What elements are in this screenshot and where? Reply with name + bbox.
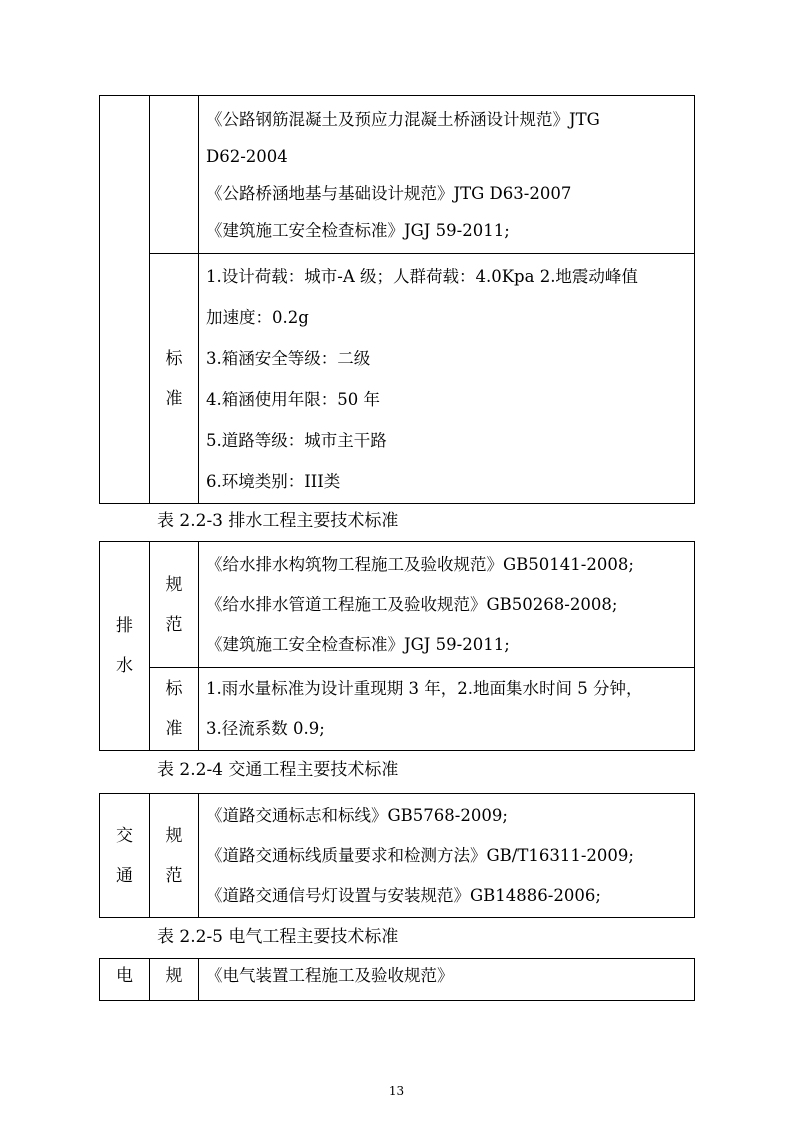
spec-line: D62-2004 xyxy=(206,146,288,166)
spec-label-cell: 规 xyxy=(150,959,199,1001)
table-caption: 表 2.2-5 电气工程主要技术标准 xyxy=(157,927,399,947)
table-caption: 表 2.2-4 交通工程主要技术标准 xyxy=(157,760,399,780)
std-label-cell xyxy=(150,254,199,504)
spec-label-char: 规 xyxy=(165,825,183,846)
std-label-cell xyxy=(150,668,199,751)
std-label-char: 标 xyxy=(165,348,183,369)
spec-line: 《建筑施工安全检查标准》JGJ 59-2011; xyxy=(206,220,510,240)
electrical-standards-table xyxy=(99,958,695,1001)
std-line: 5.道路等级：城市主干路 xyxy=(206,430,387,450)
spec-label-cell xyxy=(150,542,199,668)
std-line: 3.径流系数 0.9; xyxy=(206,719,325,738)
traffic-standards-table xyxy=(99,793,695,918)
std-line: 3.箱涵安全等级：二级 xyxy=(206,348,371,368)
spec-line: 《公路桥涵地基与基础设计规范》JTG D63-2007 xyxy=(206,183,572,203)
category-char: 排 xyxy=(116,616,133,636)
std-line: 6.环境类别：III类 xyxy=(206,471,341,491)
drainage-standards-table xyxy=(99,541,695,751)
spec-label-char: 范 xyxy=(165,614,183,635)
category-cell xyxy=(100,794,150,918)
category-cell: 电 xyxy=(100,959,150,1001)
std-label-char: 准 xyxy=(165,388,183,409)
spec-label-char: 规 xyxy=(165,574,183,595)
spec-line: 《道路交通标线质量要求和检测方法》GB/T16311-2009; xyxy=(206,845,634,865)
spec-content-cell xyxy=(199,959,695,1001)
std-line: 1.设计荷载：城市-A 级；人群荷载：4.0Kpa 2.地震动峰值 xyxy=(206,266,638,286)
table-caption: 表 2.2-3 排水工程主要技术标准 xyxy=(157,511,399,531)
std-line: 加速度：0.2g xyxy=(206,307,309,327)
spec-label-cell xyxy=(150,96,199,254)
spec-line: 《给水排水管道工程施工及验收规范》GB50268-2008; xyxy=(206,594,618,614)
std-label-char: 准 xyxy=(165,719,183,739)
spec-label-char: 范 xyxy=(165,865,183,886)
page-number: 13 xyxy=(388,1084,405,1098)
category-char: 交 xyxy=(116,825,133,846)
category-cell xyxy=(100,542,150,751)
std-line: 1.雨水量标准为设计重现期 3 年，2.地面集水时间 5 分钟， xyxy=(206,679,643,698)
std-label-char: 标 xyxy=(165,679,183,699)
std-content-cell xyxy=(199,668,695,751)
spec-line: 《公路钢筋混凝土及预应力混凝土桥涵设计规范》JTG xyxy=(206,109,600,129)
std-line: 4.箱涵使用年限：50 年 xyxy=(206,389,380,409)
spec-line: 《给水排水构筑物工程施工及验收规范》GB50141-2008; xyxy=(206,554,634,574)
spec-content-cell xyxy=(199,794,695,918)
category-cell xyxy=(100,96,150,504)
bridge-standards-table xyxy=(99,95,695,504)
std-content-cell xyxy=(199,254,695,504)
category-char: 水 xyxy=(116,656,133,676)
spec-content-cell xyxy=(199,96,695,254)
spec-line: 《建筑施工安全检查标准》JGJ 59-2011; xyxy=(206,634,510,654)
spec-content-cell xyxy=(199,542,695,668)
spec-line: 《道路交通信号灯设置与安装规范》GB14886-2006; xyxy=(206,885,601,905)
spec-label-cell xyxy=(150,794,199,918)
category-char: 通 xyxy=(116,865,133,886)
spec-line: 《道路交通标志和标线》GB5768-2009; xyxy=(206,805,508,825)
spec-line: 《电气装置工程施工及验收规范》 xyxy=(206,966,454,985)
